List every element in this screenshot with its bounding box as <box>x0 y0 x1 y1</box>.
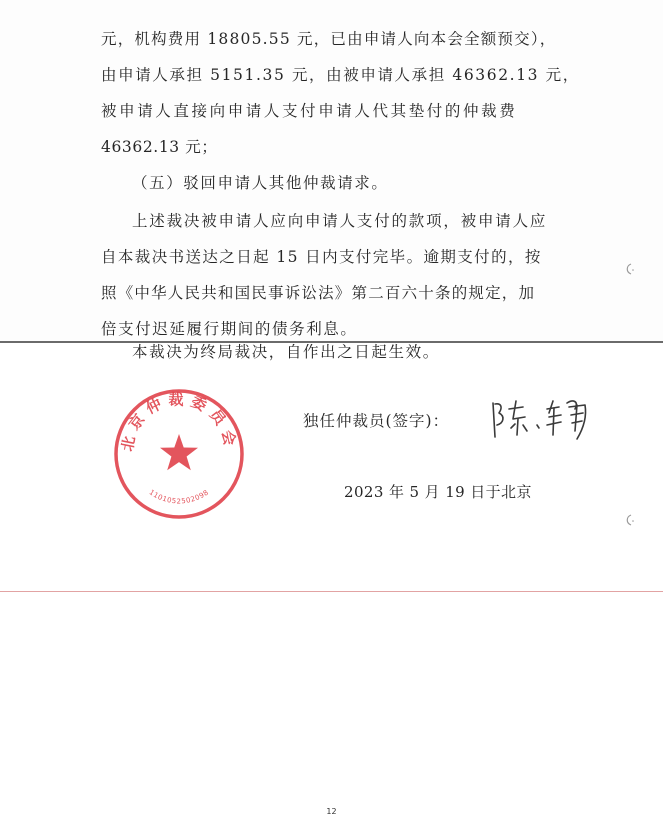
seal-text: 北京仲裁委员会 <box>118 390 240 453</box>
body-line-6: 上述裁决被申请人应向申请人支付的款项，被申请人应 <box>132 212 548 230</box>
arbitrator-signature-label: 独任仲裁员(签字)： <box>303 412 450 430</box>
svg-text:1101052502098 <box>148 488 211 505</box>
date-location-line: 2023 年 5 月 19 日于北京 <box>344 483 532 501</box>
handwritten-signature-icon <box>487 395 595 445</box>
page-number: 12 <box>326 807 337 816</box>
clause-five: （五）驳回申请人其他仲裁请求。 <box>132 174 389 192</box>
arbitration-seal-icon <box>112 387 246 521</box>
seal-number: 1101052502098 <box>147 488 211 506</box>
body-line-1: 元，机构费用 18805.55 元，已由申请人向本会全额预交）， <box>101 30 557 48</box>
final-ruling-line: 本裁决为终局裁决，自作出之日起生效。 <box>132 343 440 361</box>
body-line-7: 自本裁决书送达之日起 15 日内支付完毕。逾期支付的，按 <box>101 248 542 266</box>
body-line-4: 46362.13 元； <box>101 138 218 156</box>
scan-artifact-bracket-icon <box>622 262 636 276</box>
scan-artifact-bracket-icon <box>622 513 636 527</box>
body-line-2: 由申请人承担 5151.35 元，由被申请人承担 46362.13 元， <box>101 66 580 84</box>
body-line-3: 被申请人直接向申请人支付申请人代其垫付的仲裁费 <box>101 102 518 120</box>
body-line-8: 照《中华人民共和国民事诉讼法》第二百六十条的规定，加 <box>101 284 536 302</box>
page-divider <box>0 591 663 592</box>
body-line-9: 倍支付迟延履行期间的债务利息。 <box>101 320 358 338</box>
